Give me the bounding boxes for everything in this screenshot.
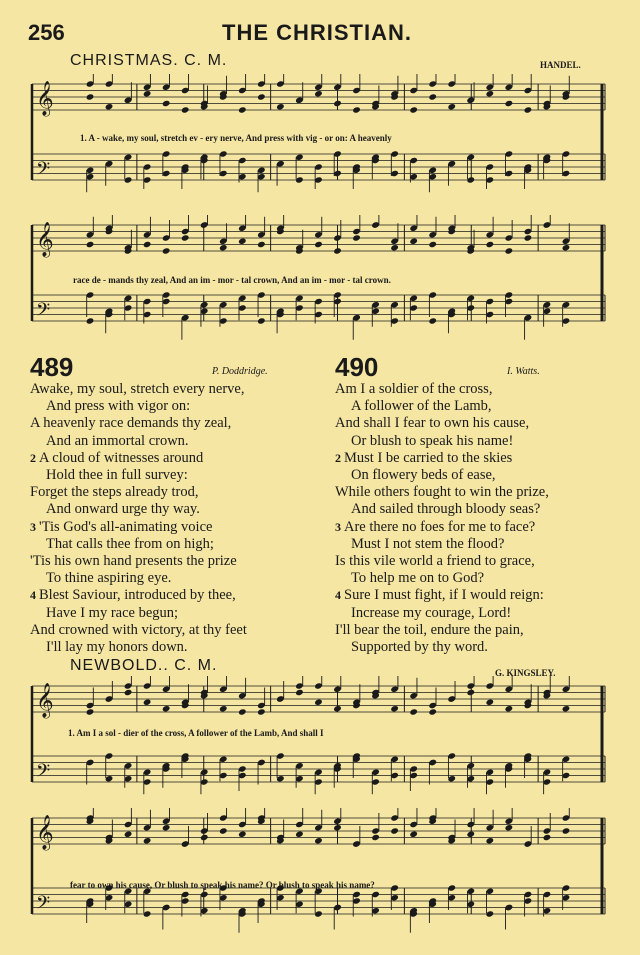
bass-clef-icon: 𝄢 — [36, 893, 51, 918]
verse-line — [30, 398, 300, 415]
verse-text: Am I a soldier of the cross, — [335, 381, 493, 397]
verse-text: Blest Saviour, introduced by thee, — [39, 587, 236, 604]
hymn-author: P. Doddridge. — [212, 366, 268, 377]
verse-text: I'll lay my honors down. — [46, 639, 188, 656]
hymn-author: I. Watts. — [507, 366, 540, 377]
treble-clef-icon: 𝄞 — [36, 683, 54, 718]
hymn-verses — [30, 381, 300, 656]
verse-number: 3 — [335, 519, 344, 534]
music-staff-system — [30, 215, 610, 355]
verse-line — [335, 433, 615, 450]
verse-text: And an immortal crown. — [46, 432, 189, 449]
verse-text: A follower of the Lamb, — [351, 398, 492, 415]
lyrics-line-3: 1. Am I a sol - dier of the cross, A follower of the Lamb, And shall I — [68, 728, 324, 738]
verse-text: 'Tis his own hand presents the prize — [30, 553, 237, 570]
verse-text: On flowery beds of ease, — [351, 467, 496, 484]
verse-text: And press with vigor on: — [46, 398, 191, 415]
verse-text: To thine aspiring eye. — [46, 570, 172, 587]
verse-text: And crowned with victory, at thy feet — [30, 621, 247, 638]
hymn-number: 490 — [335, 352, 379, 382]
music-staff-system — [30, 74, 610, 214]
verse-line — [335, 467, 615, 484]
verse-text: Or blush to speak his name! — [351, 432, 514, 449]
verse-line — [335, 484, 615, 501]
verse-line — [335, 381, 615, 398]
verse-line — [335, 519, 615, 536]
lyrics-line-4: fear to own his cause, Or blush to speak his name? Or blush to speak his name? — [70, 880, 375, 890]
bass-clef-icon: 𝄢 — [36, 300, 51, 325]
verse-text: Forget the steps already trod, — [30, 484, 199, 501]
treble-clef-icon: 𝄞 — [36, 222, 54, 257]
verse-number: 4 — [30, 588, 39, 603]
tune-name-christmas: CHRISTMAS. C. M. — [70, 52, 228, 69]
verse-line — [30, 587, 300, 604]
composer-handel: HANDEL. — [540, 60, 581, 70]
verse-number: 3 — [30, 519, 39, 534]
hymn-490 — [335, 352, 615, 656]
verse-text: To help me on to God? — [351, 570, 485, 587]
verse-line — [30, 553, 300, 570]
verse-text: Are there no foes for me to face? — [344, 518, 536, 535]
page-title: THE CHRISTIAN. — [222, 20, 412, 45]
hymn-489 — [30, 352, 300, 656]
verse-text: Must I not stem the flood? — [351, 535, 505, 552]
hymn-number: 489 — [30, 352, 74, 382]
verse-line — [30, 536, 300, 553]
music-system-4 — [30, 808, 610, 948]
verse-text: Increase my courage, Lord! — [351, 604, 512, 621]
verse-line — [335, 536, 615, 553]
music-system-1 — [30, 74, 610, 214]
verse-line — [335, 622, 615, 639]
verse-text: Must I be carried to the skies — [344, 449, 513, 466]
verse-line — [335, 639, 615, 656]
verse-line — [30, 450, 300, 467]
verse-text: And shall I fear to own his cause, — [335, 415, 530, 432]
verse-text: While others fought to win the prize, — [335, 484, 549, 501]
composer-kingsley: G. KINGSLEY. — [495, 668, 556, 678]
lyrics-line-2: race de - mands thy zeal, And an im - mor - tal crown, And an im - mor - tal crown. — [73, 275, 391, 285]
verse-line — [335, 398, 615, 415]
verse-text: Supported by thy word. — [351, 639, 488, 656]
verse-line — [335, 415, 615, 432]
tune-name-newbold: NEWBOLD.. C. M. — [70, 657, 218, 674]
verse-number: 4 — [335, 588, 344, 603]
verse-line — [30, 570, 300, 587]
music-system-2 — [30, 215, 610, 355]
verse-line — [30, 519, 300, 536]
bass-clef-icon: 𝄢 — [36, 159, 51, 184]
verse-line — [335, 570, 615, 587]
verse-line — [30, 415, 300, 432]
music-staff-system — [30, 808, 610, 948]
verse-text: A cloud of witnesses around — [39, 449, 204, 466]
lyrics-line-1: 1. A - wake, my soul, stretch ev - ery nerve, And press with vig - or on: A heavenly — [80, 133, 392, 143]
page-number: 256 — [28, 20, 65, 45]
verse-line — [335, 501, 615, 518]
music-staff-system — [30, 676, 610, 806]
verse-number: 2 — [30, 450, 39, 465]
verse-line — [30, 639, 300, 656]
verse-line — [335, 450, 615, 467]
verse-text: Awake, my soul, stretch every nerve, — [30, 381, 245, 397]
verse-text: 'Tis God's all-animating voice — [39, 518, 213, 535]
treble-clef-icon: 𝄞 — [36, 815, 54, 850]
verse-text: And sailed through bloody seas? — [351, 501, 541, 518]
verse-line — [30, 622, 300, 639]
verse-text: Sure I must fight, if I would reign: — [344, 587, 544, 604]
verse-text: A heavenly race demands thy zeal, — [30, 415, 232, 432]
verse-line — [335, 605, 615, 622]
verse-text: That calls thee from on high; — [46, 535, 214, 552]
verse-line — [30, 501, 300, 518]
verse-text: And onward urge thy way. — [46, 501, 200, 518]
verse-line — [30, 605, 300, 622]
bass-clef-icon: 𝄢 — [36, 761, 51, 786]
verse-text: I'll bear the toil, endure the pain, — [335, 621, 524, 638]
verse-text: Have I my race begun; — [46, 604, 179, 621]
verse-number: 2 — [335, 450, 344, 465]
hymn-verses — [335, 381, 615, 656]
treble-clef-icon: 𝄞 — [36, 81, 54, 116]
verse-line — [30, 467, 300, 484]
verse-line — [30, 381, 300, 398]
verse-text: Hold thee in full survey: — [46, 467, 188, 484]
verse-line — [30, 484, 300, 501]
verse-line — [30, 433, 300, 450]
verse-text: Is this vile world a friend to grace, — [335, 553, 535, 570]
verse-line — [335, 587, 615, 604]
music-system-3 — [30, 676, 610, 806]
verse-line — [335, 553, 615, 570]
